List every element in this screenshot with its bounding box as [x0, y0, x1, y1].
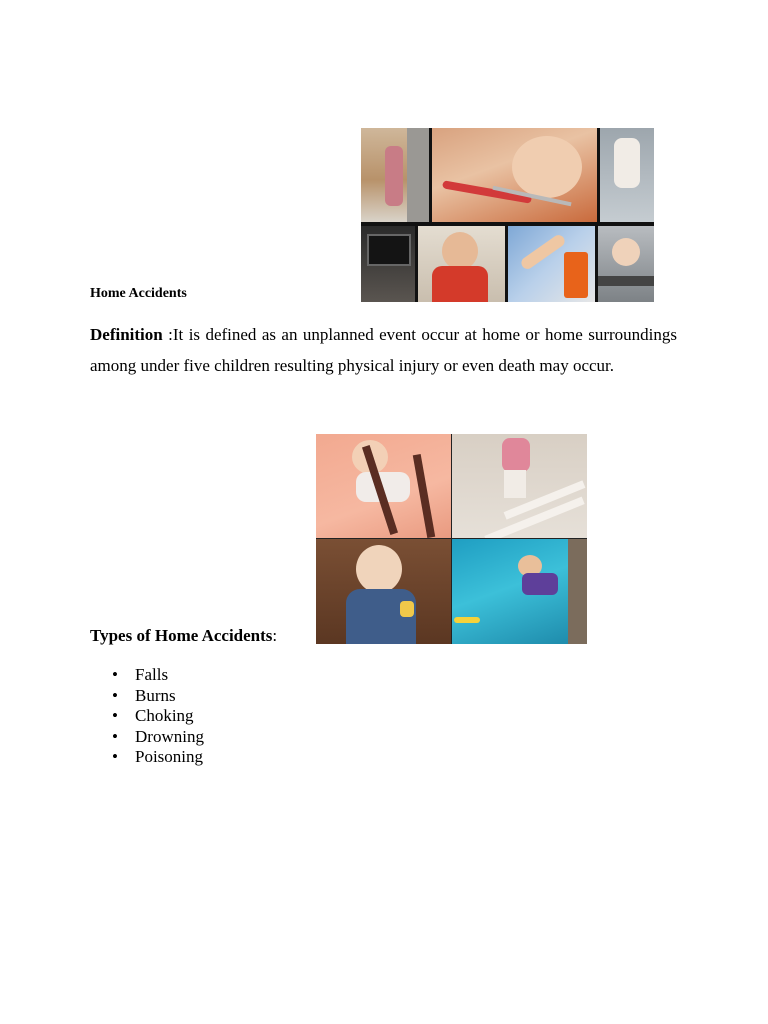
collage-tile-scissors	[432, 128, 597, 222]
list-item-label: Poisoning	[135, 747, 204, 767]
collage-tile-stove	[598, 226, 654, 302]
definition-paragraph	[90, 319, 677, 381]
collage-tile-burn	[418, 226, 505, 302]
list-item-label: Falls	[135, 665, 169, 684]
types-heading	[90, 626, 277, 646]
bullet-icon: •	[112, 665, 118, 684]
collage-tile-stairs	[452, 434, 587, 538]
bullet-icon: •	[112, 685, 118, 705]
accident-types-collage-image	[316, 434, 587, 644]
definition-term: Definition	[90, 325, 163, 344]
bullet-icon: •	[112, 726, 118, 746]
collage-tile-choking	[316, 539, 451, 644]
section-title: Home Accidents	[90, 286, 187, 301]
list-item-label: Drowning	[135, 726, 204, 746]
types-heading-colon: :	[272, 626, 278, 645]
list-item	[90, 686, 204, 707]
bullet-icon: •	[112, 706, 118, 726]
list-item-label: Choking	[135, 706, 194, 726]
collage-tile-high-chair	[316, 434, 451, 538]
collage-tile-pool	[452, 539, 587, 644]
collage-tile-kitchen	[361, 128, 429, 222]
definition-text: :It is defined as an unplanned event occur at home or home surroundings among under five children resulting physical injury or even death may occur.	[90, 325, 677, 375]
list-item	[90, 706, 204, 727]
list-item	[90, 727, 204, 748]
accident-types-list	[90, 665, 204, 768]
collage-tile-pills	[508, 226, 595, 302]
collage-tile-washing-machine	[600, 128, 654, 222]
bullet-icon: •	[112, 747, 118, 767]
home-accidents-collage-image	[361, 128, 654, 302]
collage-tile-tv	[361, 226, 415, 302]
types-heading-label: Types of Home Accidents	[90, 626, 273, 645]
list-item-label: Burns	[135, 685, 176, 705]
list-item	[90, 665, 204, 686]
list-item	[90, 747, 204, 768]
